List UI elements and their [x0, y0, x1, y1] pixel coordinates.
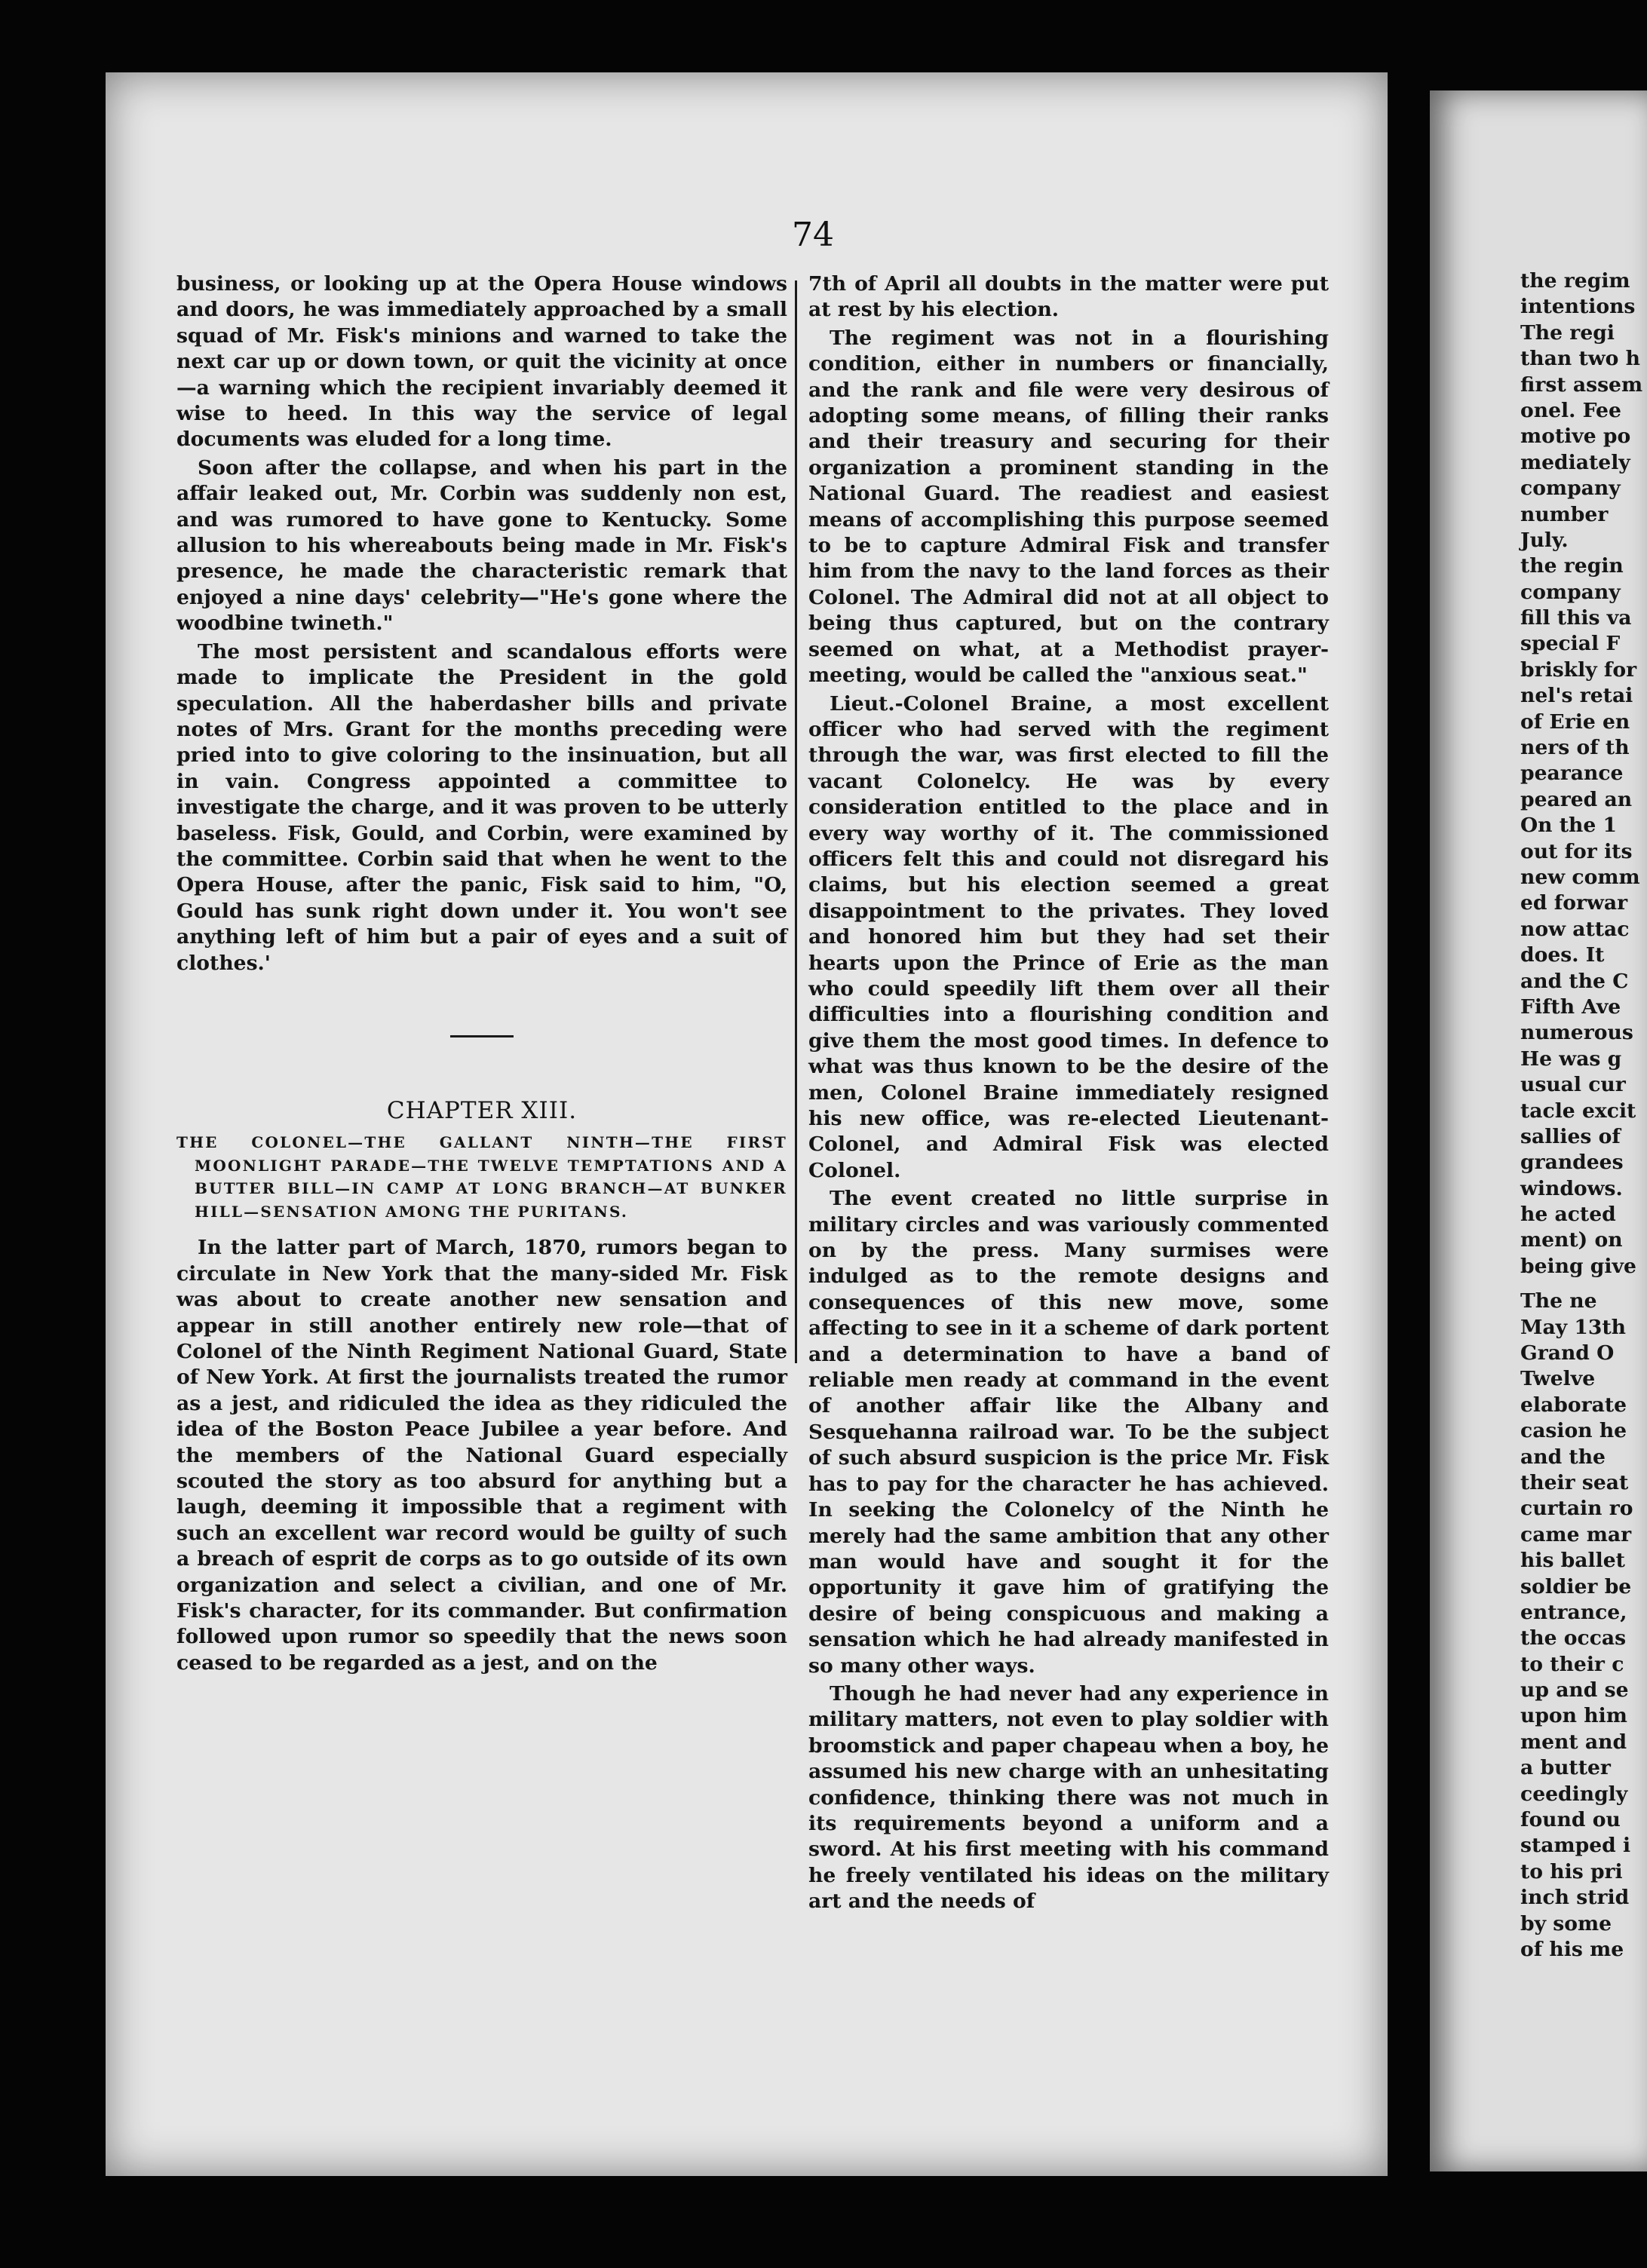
text-fragment-line: of his me: [1520, 1938, 1624, 1961]
text-fragment-line: intentions: [1520, 295, 1636, 319]
text-fragment-line: onel. Fee: [1520, 398, 1621, 422]
text-fragment-line: briskly for: [1520, 657, 1637, 682]
text-fragment-line: came mar: [1520, 1522, 1632, 1546]
paragraph: The regiment was not in a flourishing condition, either in numbers or financially, and the rank and file were very desirous of adopting some means, of filling their ranks and their treasury and securing for their organization a prominent standing in the National Guard. The readiest and easiest means of accomplishing this purpose seemed to be to capture Admiral Fisk and transfer him from the navy to the land forces as their Colonel. The Admiral did not at all object to being thus captured, but on the contrary seemed on what, at a Methodist prayer-meeting, would be called the "anxious seat.": [808, 326, 1329, 688]
text-fragment-line: soldier be: [1520, 1574, 1632, 1598]
paragraph: The most persistent and scandalous efforts were made to implicate the President in the gold speculation. All the haberdasher bills and private notes of Mrs. Grant for the months preceding were pried into to give coloring to the insinuation, but all in vain. Congress appointed a committee to investigate the charge, and it was proven to be utterly baseless. Fisk, Gould, and Corbin, were examined by the committee. Corbin said that when he went to the Opera House, after the panic, Fisk said to him, "O, Gould has sunk right down under it. You won't see anything left of him but a pair of eyes and a suit of clothes.': [176, 639, 787, 975]
text-fragment-line: May 13th: [1520, 1315, 1627, 1339]
text-fragment-line: than two h: [1520, 347, 1640, 371]
text-fragment-line: elaborate: [1520, 1393, 1627, 1417]
text-fragment-line: sallies of: [1520, 1124, 1621, 1148]
text-fragment-line: grandees: [1520, 1151, 1624, 1175]
text-fragment-line: The ne: [1520, 1289, 1597, 1313]
paragraph: In the latter part of March, 1870, rumors began to circulate in New York that the many-sided Mr. Fisk was about to create another new sensation and appear in still another entirely new role—that of Colonel of the Ninth Regiment National Guard, State of New York. At first the journalists treated the rumor as a jest, and ridiculed the idea as they ridiculed the idea of the Boston Peace Jubilee a year before. And the members of the National Guard especially scouted the story as too absurd for anything but a laugh, deeming it impossible that a regiment with such an excellent war record would be guilty of such a breach of esprit de corps as to go outside of its own organization and select a civilian, and one of Mr. Fisk's character, for its commander. But confirmation followed upon rumor so speedily that the news soon ceased to be regarded as a jest, and on the: [176, 1236, 787, 1675]
text-fragment-line: company: [1520, 580, 1621, 604]
text-fragment-line: On the 1: [1520, 814, 1618, 838]
paragraph: business, or looking up at the Opera House windows and doors, he was immediately approached by a small squad of Mr. Fisk's minions and warned to take the next car up or down town, or quit the vicinity at once—a warning which the recipient invariably deemed it wise to heed. In this way the service of legal documents was eluded for a long time.: [176, 272, 787, 452]
text-fragment-line: new comm: [1520, 865, 1640, 889]
text-fragment-line: out for its: [1520, 839, 1633, 863]
text-fragment-line: inch strid: [1520, 1886, 1630, 1910]
section-divider: [450, 1035, 514, 1037]
text-fragment-line: casion he: [1520, 1419, 1627, 1443]
text-fragment-line: peared an: [1520, 787, 1633, 811]
text-fragment-line: numerous: [1520, 1021, 1633, 1045]
text-fragment-line: he acted: [1520, 1203, 1616, 1227]
text-fragment-line: his ballet: [1520, 1549, 1625, 1573]
book-spine: [1388, 0, 1430, 2268]
text-fragment-line: and the C: [1520, 969, 1629, 993]
text-fragment-line: pearance: [1520, 762, 1624, 786]
text-fragment-line: The regi: [1520, 320, 1615, 345]
chapter-summary: THE COLONEL—THE GALLANT NINTH—THE FIRST MOONLIGHT PARADE—THE TWELVE TEMPTATIONS AND A BUTTER BILL—IN CAMP AT LONG BRANCH—AT BUNKER HILL—SENSATION AMONG THE PURITANS.: [176, 1133, 787, 1221]
text-fragment-line: the regin: [1520, 554, 1624, 578]
page-number: 74: [792, 216, 834, 254]
column-rule: [795, 280, 797, 1363]
left-text-column: [176, 271, 787, 1676]
text-fragment-line: being give: [1520, 1254, 1636, 1278]
paragraph: Soon after the collapse, and when his part in the affair leaked out, Mr. Corbin was suddenly non est, and was rumored to have gone to Kentucky. Some allusion to his whereabouts being made in Mr. Fisk's presence, he made the characteristic remark that enjoyed a nine days' celebrity—"He's gone where the woodbine twineth.": [176, 455, 787, 636]
text-fragment-line: ment and: [1520, 1730, 1627, 1754]
text-fragment-line: the occas: [1520, 1626, 1627, 1650]
text-fragment-line: upon him: [1520, 1704, 1627, 1728]
paragraph: Lieut.-Colonel Braine, a most excellent officer who had served with the regiment through the war, was first elected to fill the vacant Colonelcy. He was by every consideration entitled to the place and in every way worthy of it. The commissioned officers felt this and could not disregard his claims, but his election seemed a great disappointment to the privates. They loved and honored him but they had set their hearts upon the Prince of Erie as the man who could speedily lift them over all their difficulties into a flourishing condition and give them the most good times. In defence to what was thus known to be the desire of the men, Colonel Braine immediately resigned his new office, was re-elected Lieutenant-Colonel, and Admiral Fisk was elected Colonel.: [808, 691, 1329, 1182]
text-fragment-line: special F: [1520, 632, 1621, 656]
text-fragment-line: tacle excit: [1520, 1099, 1636, 1123]
text-fragment-line: stamped i: [1520, 1834, 1631, 1858]
text-fragment-line: ed forwar: [1520, 891, 1628, 915]
text-fragment-line: ners of th: [1520, 736, 1630, 760]
text-fragment-line: ceedingly: [1520, 1782, 1628, 1806]
right-page-text-fragments: [1520, 268, 1647, 1963]
text-fragment-line: motive po: [1520, 424, 1631, 449]
text-fragment-line: ment) on: [1520, 1228, 1623, 1252]
text-fragment-line: and the: [1520, 1445, 1606, 1469]
text-fragment-line: the regim: [1520, 269, 1630, 293]
text-fragment-line: found ou: [1520, 1808, 1621, 1832]
paragraph: 7th of April all doubts in the matter were put at rest by his election.: [808, 272, 1329, 322]
text-fragment-line: entrance,: [1520, 1600, 1627, 1624]
text-fragment-line: curtain ro: [1520, 1497, 1633, 1521]
text-fragment-line: windows.: [1520, 1176, 1623, 1200]
text-fragment-line: fill this va: [1520, 606, 1632, 630]
text-fragment-line: up and se: [1520, 1678, 1629, 1703]
text-fragment-line: by some: [1520, 1911, 1612, 1935]
text-fragment-line: mediately: [1520, 450, 1630, 474]
text-fragment-line: number: [1520, 502, 1609, 526]
text-fragment-line: usual cur: [1520, 1073, 1626, 1097]
chapter-title: CHAPTER XIII.: [386, 1096, 578, 1124]
paragraph-gap: [1520, 1280, 1647, 1289]
text-fragment-line: a butter: [1520, 1756, 1611, 1780]
text-fragment-line: He was g: [1520, 1047, 1622, 1071]
text-fragment-line: July.: [1520, 528, 1569, 552]
text-fragment-line: does. It: [1520, 943, 1605, 967]
text-fragment-line: nel's retai: [1520, 684, 1633, 708]
text-fragment-line: of Erie en: [1520, 710, 1630, 734]
text-fragment-line: company: [1520, 477, 1621, 501]
paragraph: The event created no little surprise in military circles and was variously commented on by the press. Many surmises were indulged as to the remote designs and consequences of this new move, some affecting to see in it a scheme of dark portent and a determination to have a band of reliable men ready at command in the event of another affair like the Albany and Sesquehanna railroad war. To be the subject of such absurd suspicion is the price Mr. Fisk has to pay for the character he has achieved. In seeking the Colonelcy of the Ninth he merely had the same ambition that any other man would have and sought it for the opportunity it gave him of gratifying the desire of being conspicuous and making a sensation which he had already manifested in so many other ways.: [808, 1187, 1329, 1678]
paragraph: Though he had never had any experience in military matters, not even to play soldier with broomstick and paper chapeau when a boy, he assumed his new charge with an unhesitating confidence, thinking there was not much in its requirements beyond a uniform and a sword. At his first meeting with his command he freely ventilated his ideas on the military art and the needs of: [808, 1681, 1329, 1914]
text-fragment-line: their seat: [1520, 1470, 1629, 1494]
text-fragment-line: Fifth Ave: [1520, 995, 1621, 1019]
text-fragment-line: first assem: [1520, 372, 1643, 397]
middle-text-column: [808, 271, 1329, 1915]
text-fragment-line: to their c: [1520, 1652, 1624, 1676]
text-fragment-line: Grand O: [1520, 1341, 1615, 1365]
text-fragment-line: to his pri: [1520, 1859, 1623, 1883]
text-fragment-line: Twelve: [1520, 1367, 1596, 1391]
text-fragment-line: now attac: [1520, 917, 1630, 941]
